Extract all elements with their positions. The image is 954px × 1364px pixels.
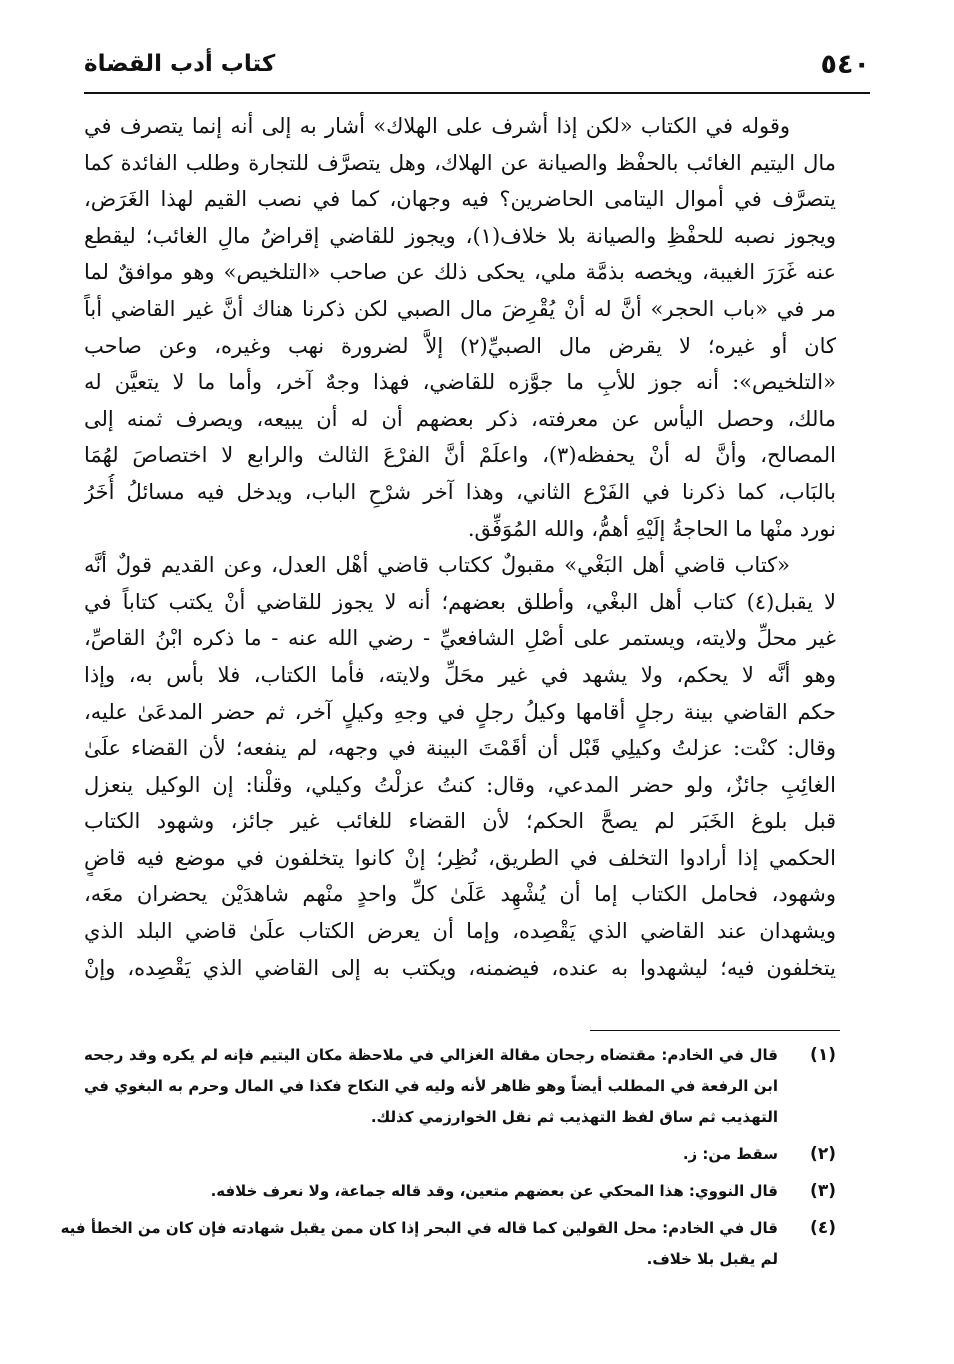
text-line: المصالح، وأنَّ له أنْ يحفظه(٣)، واعلَمْ أنَّ الفرْعَ الثالث والرابع لا اختصاصَ لهُمَا: [84, 443, 836, 468]
footnote: [84, 1139, 836, 1170]
text-line: لا يقبل(٤) كتاب أهل البغْي، وأطلق بعضهم؛ أنه لا يجوز للقاضي أنْ يكتب كتاباً في: [84, 589, 836, 614]
footnote-line: ابن الرفعة في المطلب أيضاً وهو ظاهر لأنه وليه في النكاح فكذا في المال وحرم به البغوي في: [84, 1077, 778, 1095]
header-divider: [84, 92, 870, 94]
text-line: وشهود، فحامل الكتاب إما أن يُشْهِد عَلَىٰ كلِّ واحدٍ منْهم شاهدَيْن يحضران معَه،: [84, 882, 836, 907]
footnote: [60, 1213, 836, 1275]
footnote-divider: [590, 1030, 840, 1031]
footnote-line: قال في الخادم: مقتضاه رجحان مقالة الغزالي في ملاحظة مكان اليتيم فإنه لم يكره وقد رجحه: [84, 1046, 778, 1064]
footnote-line: سقط من: ز.: [682, 1145, 778, 1163]
text-line: وقال: كنْت: عزلتُ وكيلِي قَبْل أن أقَمْتَ البينة في وجهه، لم ينفعه؛ لأن القضاء علَىٰ: [84, 736, 836, 761]
footnote-line: قال في الخادم: محل القولين كما قاله في البحر إذا كان ممن يقبل شهادته فإن كان من الخطأ فيه: [60, 1219, 778, 1237]
text-line: حكم القاضي بينة رجلٍ أقامها وكيلُ رجلٍ في وجهِ وكيلٍ آخر، ثم حضر المدعَىٰ عليه،: [84, 699, 836, 724]
footnote-number: (١): [810, 1045, 836, 1065]
text-line: مر في «باب الحجر» أنَّ له أنْ يُقْرِضَ مال الصبي لكن ذكرنا هناك أنَّ غير القاضي أباً: [84, 296, 836, 321]
footnote-line: لم يقبل بلا خلاف.: [646, 1250, 778, 1268]
main-text: [84, 108, 836, 986]
footnote-line: قال النووي: هذا المحكي عن بعضهم متعين، وقد قاله جماعة، ولا نعرف خلافه.: [210, 1182, 778, 1200]
text-line: يتخلفون فيه؛ ليشهدوا به عنده، فيضمنه، ويكتب به إلى القاضي الذي يَقْصِده، وإنْ: [84, 955, 836, 980]
book-title: كتاب أدب القضاة: [84, 51, 276, 77]
text-line: وقوله في الكتاب «لكن إذا أشرف على الهلاك» أشار به إلى أنه إنما يتصرف في: [84, 114, 790, 138]
footnote-line: التهذيب ثم ساق لفظ التهذيب ثم نقل الخوارزمي كذلك.: [370, 1108, 778, 1126]
text-line: «كتاب قاضي أهل البَغْي» مقبولٌ ككتاب قاضي أهْل العدل، وعن القديم قولٌ أنَّه: [84, 553, 790, 578]
text-line: مال اليتيم الغائب بالحفْظ والصيانة عن الهلاك، وهل يتصرَّف للتجارة وطلب الفائدة كما: [84, 150, 836, 175]
text-line: الحكمي إذا أرادوا التخلف في الطريق، نُظِر؛ إنْ كانوا يتخلفون في موضع فيه قاضٍ: [84, 845, 836, 870]
text-line: الغائِبِ جائزٌ، ولو حضر المدعي، وقال: كنتُ عزلْتُ وكيلي، وقلْنا: إن الوكيل ينعزل: [84, 772, 836, 797]
text-line: مالك، وحصل اليأس عن معرفته، ذكر بعضهم أن له أن يبيعه، ويصرف ثمنه إلى: [84, 406, 836, 431]
text-line: ويجوز نصبه للحفْظِ والصيانة بلا خلاف(١)، ويجوز للقاضي إقراضُ مالِ الغائب؛ ليقطع: [84, 223, 836, 248]
text-line: ويشهدان عند القاضي الذي يَقْصِده، وإما أن يعرض الكتاب علَىٰ قاضي البلد الذي: [84, 919, 836, 944]
footnotes: [60, 1040, 836, 1281]
text-line: بالبَاب، كما ذكرنا في الفَرْع الثاني، وهذا آخر شرْحِ الباب، ويدخل فيه مسائلُ أُخَرُ: [84, 479, 836, 504]
text-line: غير محلِّ ولايته، ويستمر على أصْلِ الشافعيِّ - رضي الله عنه - ما ذكره ابْنُ القاصِّ،: [84, 626, 836, 651]
page-header: [84, 40, 870, 88]
page-number: ٥٤٠: [820, 48, 870, 80]
footnote: [84, 1040, 836, 1133]
footnote-number: (٤): [810, 1218, 836, 1238]
text-line: قبل بلوغ الخَبَر لم يصحَّ الحكم؛ لأن القضاء للغائب غير جائز، وشهود الكتاب: [84, 809, 836, 834]
footnote-number: (٣): [810, 1181, 836, 1201]
text-line: وهو أنَّه لا يحكم، ولا يشهد في غير محَلِّ ولايته، فأما الكتاب، فلا بأس به، وإذا: [84, 662, 836, 687]
footnote-number: (٢): [810, 1144, 836, 1164]
text-line: كان أو غيره؛ لا يقرض مال الصبيِّ(٢) إلاَّ لضرورة نهب وغيره، وعن صاحب: [84, 333, 836, 358]
text-line: عنه غَرَرَ الغيبة، ويخصه بذمَّة ملي، يحكى ذلك عن صاحب «التلخيص» وهو موافقٌ لما: [84, 260, 836, 285]
text-line: نورد منْها ما الحاجةُ إلَيْهِ أهمُّ، والله المُوَفِّق.: [467, 516, 836, 541]
text-line: «التلخيص»: أنه جوز للأبِ ما جوَّزه للقاضي، فهذا وجهٌ آخر، وأما ما لا يتعيَّن له: [84, 370, 836, 395]
footnote: [84, 1176, 836, 1207]
text-line: يتصرَّف في أموال اليتامى الحاضرين؟ فيه وجهان، كما في نصب القيم لهذا الغَرَض،: [84, 187, 836, 212]
